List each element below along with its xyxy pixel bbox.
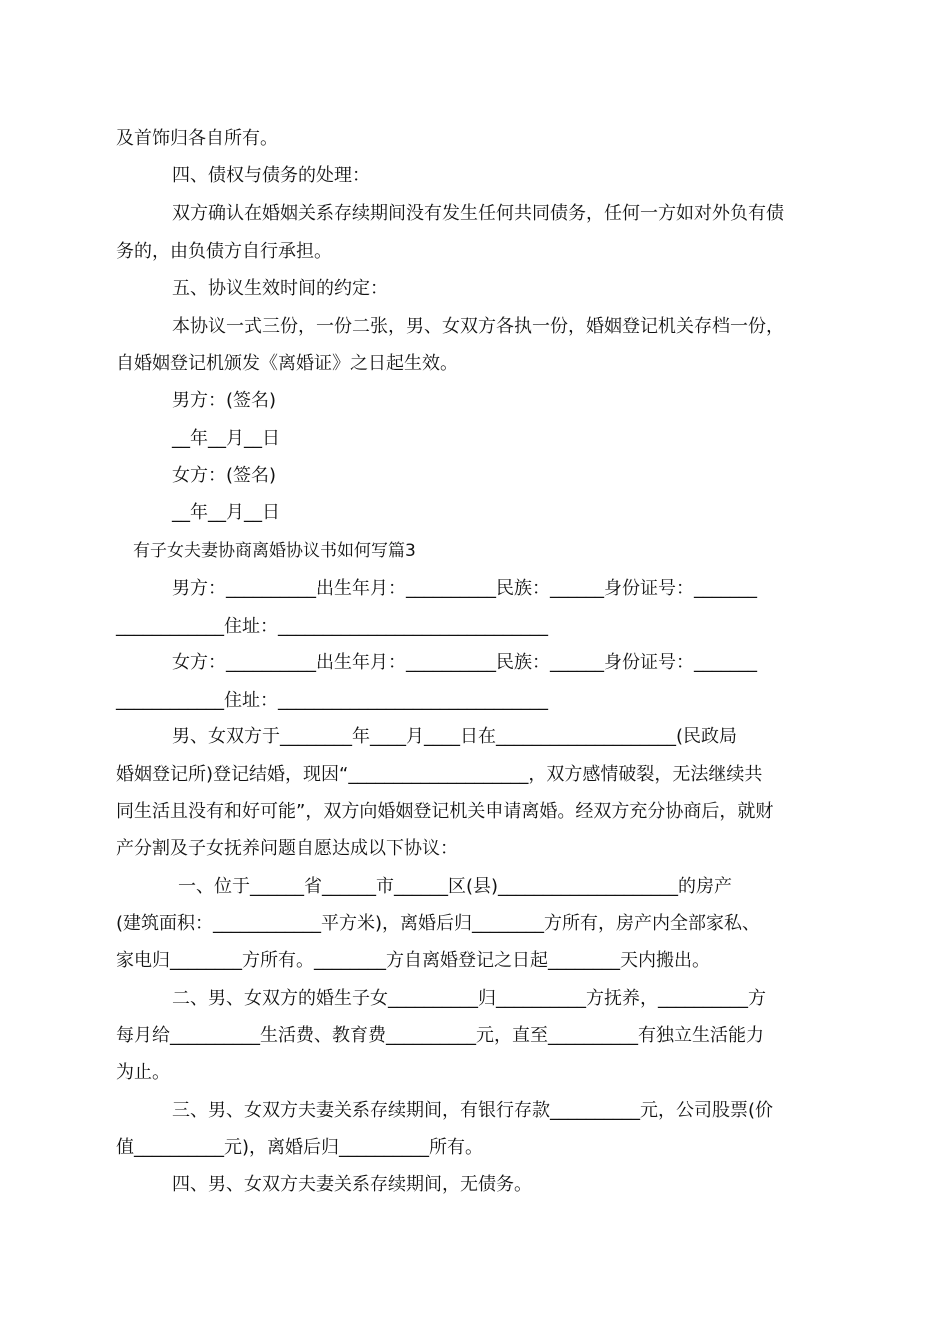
text-line: 四、男、女双方夫妻关系存续期间，无债务。: [172, 1174, 532, 1195]
text-line: 值__________元)，离婚后归__________所有。: [116, 1137, 484, 1158]
form-line-male: 男方：__________出生年月：__________民族：______身份证号：_______: [172, 578, 757, 599]
text-line: 家电归________方所有。________方自离婚登记之日起________天内搬出。: [116, 950, 710, 971]
section-heading: 五、协议生效时间的约定：: [172, 278, 388, 299]
text-line: 婚姻登记所)登记结婚，现因“____________________，双方感情破裂，无法继续共: [116, 764, 763, 785]
text-line: 三、男、女双方夫妻关系存续期间，有银行存款__________元，公司股票(价: [172, 1100, 774, 1121]
text-line: 一、位于______省______市______区(县)____________________的房产: [178, 876, 733, 897]
date-line: __年__月__日: [172, 428, 280, 449]
text-line: 本协议一式三份，一份二张，男、女双方各执一份，婚姻登记机关存档一份，: [172, 316, 784, 337]
form-line-female: 女方：__________出生年月：__________民族：______身份证号：_______: [172, 652, 757, 673]
text-line: 双方确认在婚姻关系存续期间没有发生任何共同债务，任何一方如对外负有债: [172, 203, 784, 224]
text-line: 每月给__________生活费、教育费__________元，直至__________有独立生活能力: [116, 1025, 764, 1046]
text-line: 男、女双方于________年____月____日在____________________(民政局: [172, 726, 738, 747]
signature-line-male: 男方：(签名): [172, 390, 277, 411]
document-title: 有子女夫妻协商离婚协议书如何写篇3: [133, 541, 416, 561]
text-line: 同生活且没有和好可能”，双方向婚姻登记机关申请离婚。经双方充分协商后，就财: [116, 801, 774, 822]
form-line-female-address: ____________住址：______________________________: [116, 690, 548, 711]
form-line-male-address: ____________住址：______________________________: [116, 616, 548, 637]
text-line: (建筑面积：____________平方米)，离婚后归________方所有，房产内全部家私、: [116, 913, 761, 934]
text-line: 二、男、女双方的婚生子女__________归__________方抚养，__________方: [172, 988, 766, 1009]
text-line: 及首饰归各自所有。: [116, 128, 278, 149]
text-line: 务的，由负债方自行承担。: [116, 241, 332, 262]
signature-line-female: 女方：(签名): [172, 465, 277, 486]
text-line: 产分割及子女抚养问题自愿达成以下协议：: [116, 838, 458, 859]
text-line: 自婚姻登记机颁发《离婚证》之日起生效。: [116, 353, 458, 374]
date-line: __年__月__日: [172, 502, 280, 523]
text-line: 为止。: [116, 1062, 170, 1083]
section-heading: 四、债权与债务的处理：: [172, 165, 370, 186]
